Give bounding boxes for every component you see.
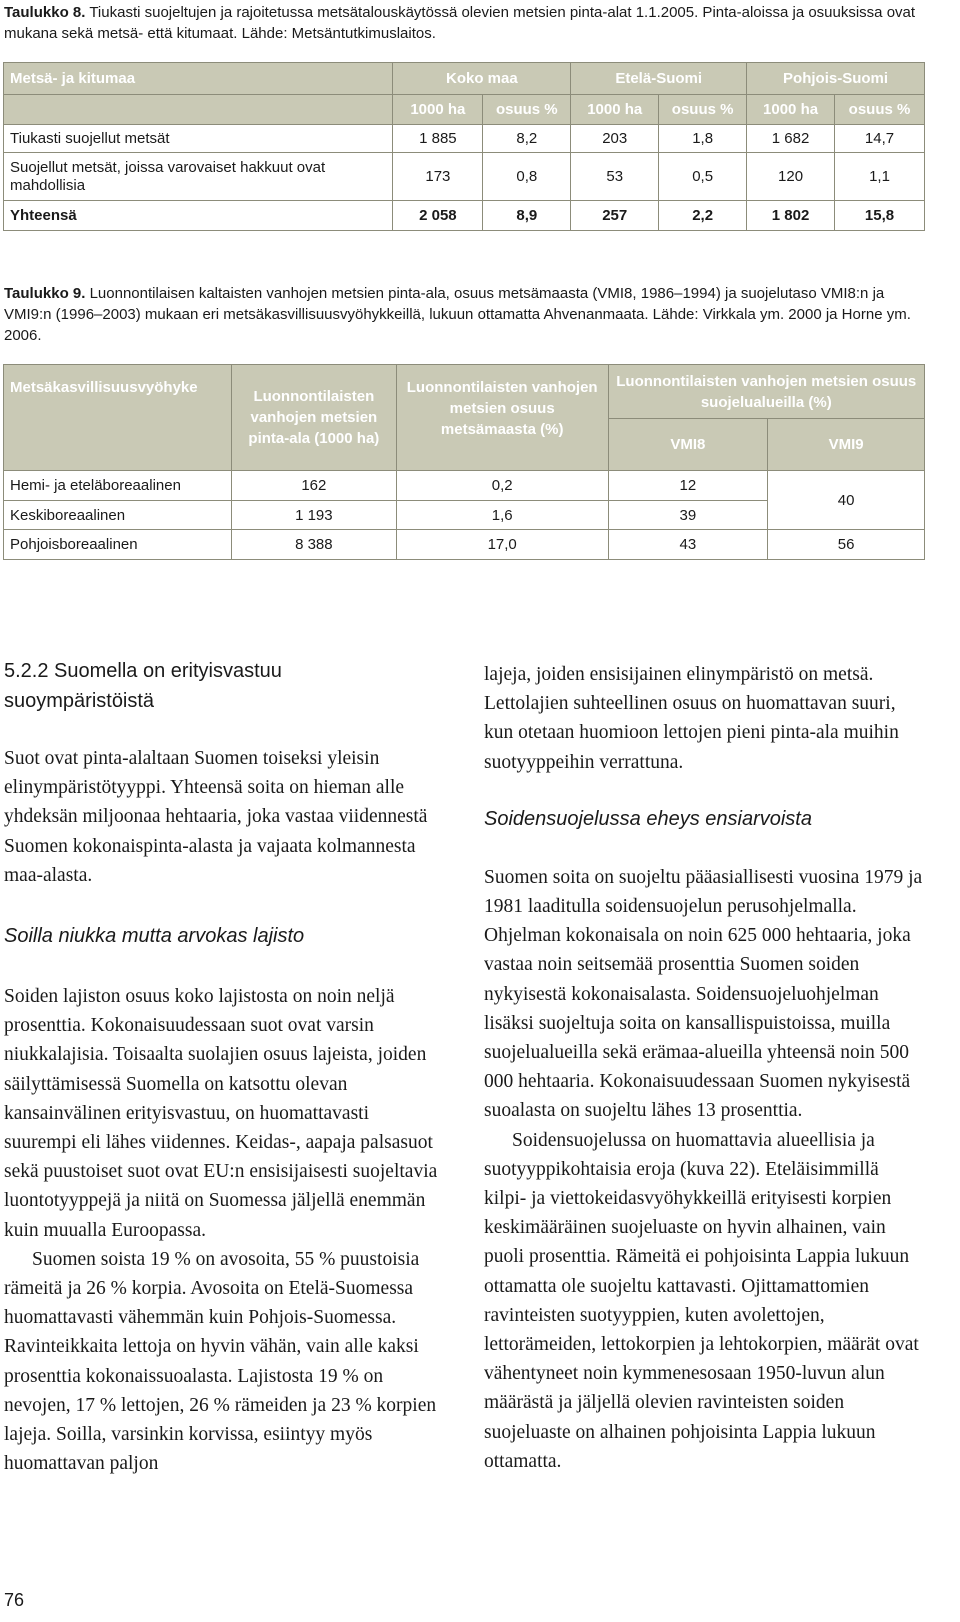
table9-zone: Pohjoisboreaalinen xyxy=(4,530,232,560)
table-cell: 14,7 xyxy=(835,125,925,153)
table9-caption-text: Luonnontilaisen kaltaisten vanhojen metsien pinta-ala, osuus metsämaasta (VMI8, 1986–1994) ja suojelutaso VMI8:n ja VMI9:n (1996–2003) mukaan eri metsäkasvillisuusvyöhykkeillä, lukuun ottamatta Ahvenanmaata. Lähde: Virkkala ym. 2000 ja Horne ym. 2006. xyxy=(4,285,911,344)
section-heading: 5.2.2 Suomella on erityisvastuu suoympäristöistä xyxy=(4,660,282,712)
table9-header-area: Luonnontilaisten vanhojen metsien pinta-ala (1000 ha) xyxy=(231,365,396,471)
table8-header-row2 xyxy=(4,95,925,125)
table-cell: 43 xyxy=(608,530,768,560)
table-cell: 8,2 xyxy=(483,125,571,153)
table9-caption xyxy=(4,283,924,346)
table-cell: 12 xyxy=(608,471,768,501)
table8-subheader: osuus % xyxy=(483,95,571,125)
table9-vmi9-merged: 40 xyxy=(768,471,925,530)
table-cell: 0,5 xyxy=(659,153,747,201)
table8-row-label: Tiukasti suojellut metsät xyxy=(4,125,393,153)
table8-subheader: 1000 ha xyxy=(393,95,483,125)
table-cell: 2,2 xyxy=(659,201,747,231)
table9-zone: Hemi- ja eteläboreaalinen xyxy=(4,471,232,501)
table9-header-vmi8: VMI8 xyxy=(608,419,768,471)
table9-header-protected: Luonnontilaisten vanhojen metsien osuus suojelualueilla (%) xyxy=(608,365,924,419)
right-column xyxy=(484,660,924,1476)
table8-header-row1 xyxy=(4,63,925,95)
table-cell: 257 xyxy=(571,201,659,231)
table-cell: 1 193 xyxy=(231,501,396,530)
paragraph: Suomen soista 19 % on avosoita, 55 % puustoisia rämeitä ja 26 % korpia. Avosoita on Etelä-Suomessa huomattavasti vähemmän kuin Pohjois-Suomessa. Ravinteikkaita lettoja on hyvin vähän, vain alle kaksi prosenttia kokonaissuoalasta. Lajistosta 19 % on nevojen, 17 % lettojen, 26 % rämeiden ja 23 % korpien lajeja. Soilla, varsinkin korvissa, esiintyy myös huomattavan paljon xyxy=(4,1248,437,1475)
table-cell: 162 xyxy=(231,471,396,501)
table-cell: 56 xyxy=(768,530,925,560)
table9 xyxy=(3,364,925,560)
table-cell: 2 058 xyxy=(393,201,483,231)
paragraph: Suot ovat pinta-alaltaan Suomen toiseksi yleisin elinympäristötyyppi. Yhteensä soita on hieman alle yhdeksän miljoonaa hehtaaria, joka vastaa viidennestä Suomen kokonaispinta-alasta ja vajaata kolmannesta maa-alasta. xyxy=(4,748,428,886)
table8-header-pohjois-suomi: Pohjois-Suomi xyxy=(747,63,925,95)
left-column xyxy=(4,656,444,1478)
subheading: Soidensuojelussa eheys ensiarvoista xyxy=(484,807,812,830)
table8-caption-label: Taulukko 8. xyxy=(4,4,86,21)
table-cell: 1 802 xyxy=(747,201,835,231)
paragraph: Soiden lajiston osuus koko lajistosta on noin neljä prosenttia. Kokonaisuudessaan suot ovat varsin niukkalajisia. Toisaalta suolajien osuus lajeista, joiden säilyttämisessä Suomella on katsottu olevan kansainvälinen erityisvastuu, on huomattavasti suurempi eli lähes viidennes. Keidas-, aapaja palsasuot sekä puustoiset suot ovat EU:n ensisijaisesti suojeltavia luontotyyppejä ja niitä on Suomessa jäljellä enemmän kuin muualla Euroopassa. xyxy=(4,986,438,1241)
table8 xyxy=(3,62,925,231)
table-row xyxy=(4,125,925,153)
table-cell: 203 xyxy=(571,125,659,153)
table8-subheader: 1000 ha xyxy=(747,95,835,125)
table-cell: 1 885 xyxy=(393,125,483,153)
table-cell: 15,8 xyxy=(835,201,925,231)
table-row-total xyxy=(4,201,925,231)
subheading: Soilla niukka mutta arvokas lajisto xyxy=(4,925,305,948)
table-cell: 173 xyxy=(393,153,483,201)
table8-header-empty xyxy=(4,95,393,125)
table-row xyxy=(4,153,925,201)
table-cell: 8,9 xyxy=(483,201,571,231)
table9-caption-label: Taulukko 9. xyxy=(4,285,86,302)
table-cell: 17,0 xyxy=(396,530,608,560)
table-cell: 39 xyxy=(608,501,768,530)
table-cell: 1 682 xyxy=(747,125,835,153)
table8-row-label: Yhteensä xyxy=(4,201,393,231)
table8-header-etela-suomi: Etelä-Suomi xyxy=(571,63,747,95)
table8-caption-text: Tiukasti suojeltujen ja rajoitetussa metsätalouskäytössä olevien metsien pinta-alat 1.1.2005. Pinta-aloissa ja osuuksissa ovat mukana sekä metsä- että kitumaat. Lähde: Metsäntutkimuslaitos. xyxy=(4,4,916,42)
page-number: 76 xyxy=(4,1590,25,1610)
table-cell: 1,6 xyxy=(396,501,608,530)
table-cell: 120 xyxy=(747,153,835,201)
table-cell: 0,8 xyxy=(483,153,571,201)
table9-header-vmi9: VMI9 xyxy=(768,419,925,471)
table9-header-row1 xyxy=(4,365,925,419)
paragraph: lajeja, joiden ensisijainen elinympäristö on metsä. Lettolajien suhteellinen osuus on huomattavan suuri, kun otetaan huomioon lettojen pieni pinta-ala muihin suotyyppeihin verrattuna. xyxy=(484,664,899,773)
paragraph: Soidensuojelussa on huomattavia alueellisia ja suotyyppikohtaisia eroja (kuva 22). Eteläisimmillä kilpi- ja viettokeidasvyöhykkeillä erityisesti korpien keskimääräinen suojeluaste on hyvin alhainen, vain puoli prosenttia. Rämeitä ei pohjoisinta Lappia lukuun ottamatta ole suojeltu kattavasti. Ojittamattomien ravinteisten suotyyppien, kuten avolettojen, lettorämeiden, lettokorpien ja lehtokorpien, määrät ovat vähentyneet noin kymmenesosaan 1950-luvun alun määrästä ja jäljellä olevien ravinteisten soiden suojeluaste on alhainen pohjoisinta Lappia lukuun ottamatta. xyxy=(484,1129,919,1472)
table9-zone: Keskiboreaalinen xyxy=(4,501,232,530)
table8-subheader: osuus % xyxy=(659,95,747,125)
table8-row-label: Suojellut metsät, joissa varovaiset hakkuut ovat mahdollisia xyxy=(4,153,393,201)
table-row xyxy=(4,530,925,560)
table8-subheader: osuus % xyxy=(835,95,925,125)
table-row xyxy=(4,471,925,501)
table-cell: 1,8 xyxy=(659,125,747,153)
table9-header-zone: Metsäkasvillisuusvyöhyke xyxy=(4,365,232,471)
table8-header-koko-maa: Koko maa xyxy=(393,63,571,95)
table-cell: 53 xyxy=(571,153,659,201)
table-cell: 0,2 xyxy=(396,471,608,501)
table-cell: 1,1 xyxy=(835,153,925,201)
table8-header-label: Metsä- ja kitumaa xyxy=(4,63,393,95)
paragraph: Suomen soita on suojeltu pääasiallisesti vuosina 1979 ja 1981 laaditulla soidensuojelun perusohjelmalla. Ohjelman kokonaisala on noin 625 000 hehtaaria, joka vastaa noin seitsemää prosenttia Suomen soiden nykyisestä kokonaisalasta. Soidensuojeluohjelman lisäksi suojeltuja soita on kansallispuistoissa, muilla suojelualueilla sekä erämaa-alueilla yhteensä noin 500 000 hehtaaria. Kokonaisuudessaan Suomen nykyisestä suoalasta on suojeltu lähes 13 prosenttia. xyxy=(484,866,923,1122)
table-cell: 8 388 xyxy=(231,530,396,560)
table9-header-share: Luonnontilaisten vanhojen metsien osuus metsämaasta (%) xyxy=(396,365,608,471)
table8-caption xyxy=(4,2,924,44)
table8-subheader: 1000 ha xyxy=(571,95,659,125)
